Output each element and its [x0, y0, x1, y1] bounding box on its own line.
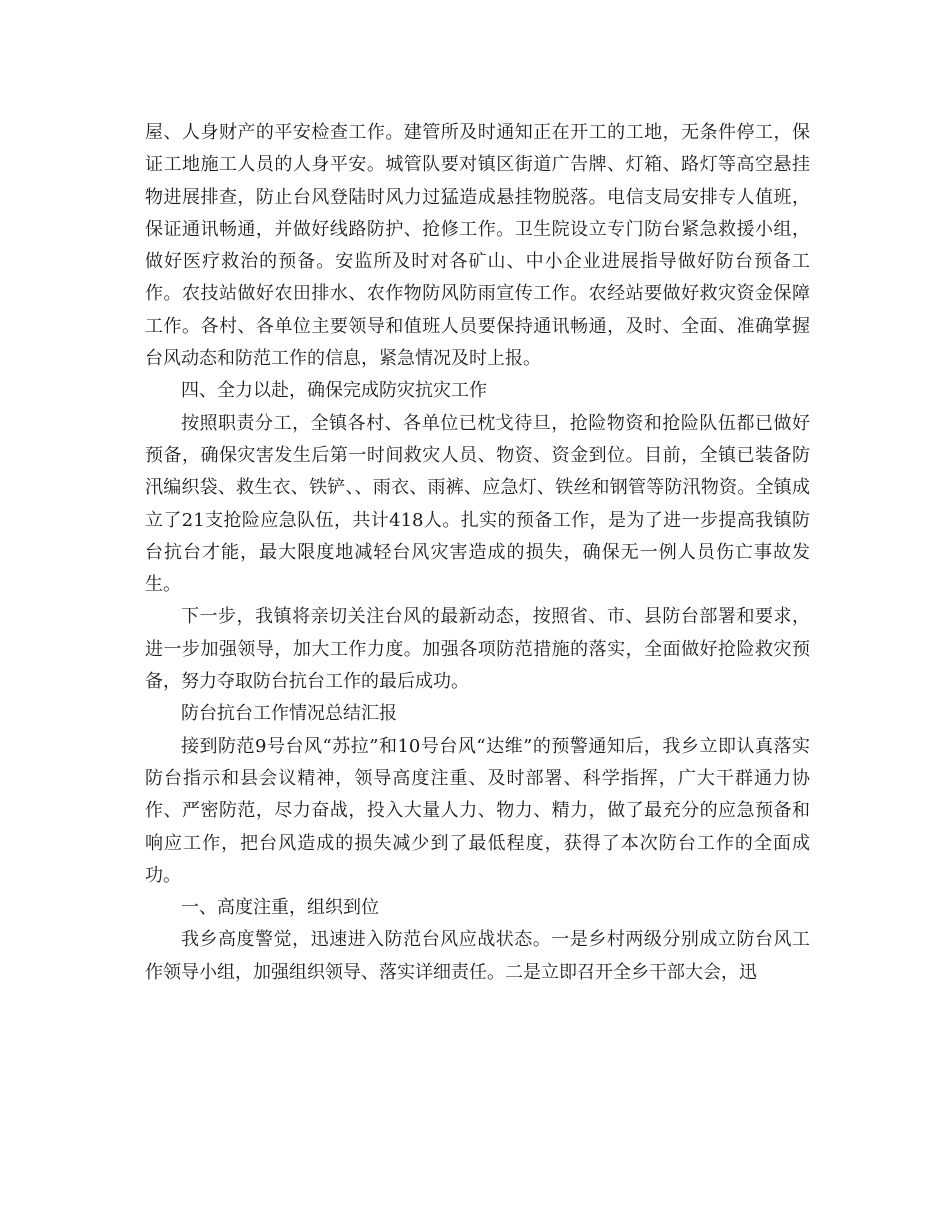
paragraph-continuation: 屋、人身财产的平安检查工作。建管所及时通知正在开工的工地，无条件停工，保证工地施工人员的人身平安。城管队要对镇区街道广告牌、灯箱、路灯等高空悬挂物进展排查，防止台风登陆时风力过猛造成悬挂物脱落。电信支局安排专人值班，保证通讯畅通，并做好线路防护、抢修工作。卫生院设立专门防台紧急救援小组，做好医疗救治的预备。安监所及时对各矿山、中小企业进展指导做好防台预备工作。农技站做好农田排水、农作物防风防雨宣传工作。农经站要做好救灾资金保障工作。各村、各单位主要领导和值班人员要保持通讯畅通，及时、全面、准确掌握台风动态和防范工作的信息，紧急情况及时上报。 — [145, 122, 810, 370]
report-title: 防台抗台工作情况总结汇报 — [181, 703, 397, 725]
document-body — [145, 117, 810, 989]
paragraph-next-steps: 下一步，我镇将亲切关注台风的最新动态，按照省、市、县防台部署和要求，进一步加强领导，加大工作力度。加强各项防范措施的落实，全面做好抢险救灾预备，努力夺取防台抗台工作的最后成功。 — [145, 606, 810, 693]
paragraph-organization: 我乡高度警觉，迅速进入防范台风应战状态。一是乡村两级分别成立防台风工作领导小组，加强组织领导、落实详细责任。二是立即召开全乡干部大会，迅 — [145, 929, 810, 983]
paragraph-report-intro: 接到防范9号台风“苏拉”和10号台风“达维”的预警通知后，我乡立即认真落实防台指示和县会议精神，领导高度注重、及时部署、科学指挥，广大干群通力协作、严密防范，尽力奋战，投入大量人力、物力、精力，做了最充分的应急预备和响应工作，把台风造成的损失减少到了最低程度，获得了本次防台工作的全面成功。 — [145, 735, 810, 886]
paragraph-preparation: 按照职责分工，全镇各村、各单位已枕戈待旦，抢险物资和抢险队伍都已做好预备，确保灾害发生后第一时间救灾人员、物资、资金到位。目前，全镇已装备防汛编织袋、救生衣、铁铲、、雨衣、雨裤、应急灯、铁丝和钢管等防汛物资。全镇成立了21支抢险应急队伍，共计418人。扎实的预备工作，是为了进一步提高我镇防台抗台才能，最大限度地减轻台风灾害造成的损失，确保无一例人员伤亡事故发生。 — [145, 412, 810, 596]
section-heading-4: 四、全力以赴，确保完成防灾抗灾工作 — [181, 380, 487, 402]
section-heading-1: 一、高度注重，组织到位 — [181, 897, 379, 919]
